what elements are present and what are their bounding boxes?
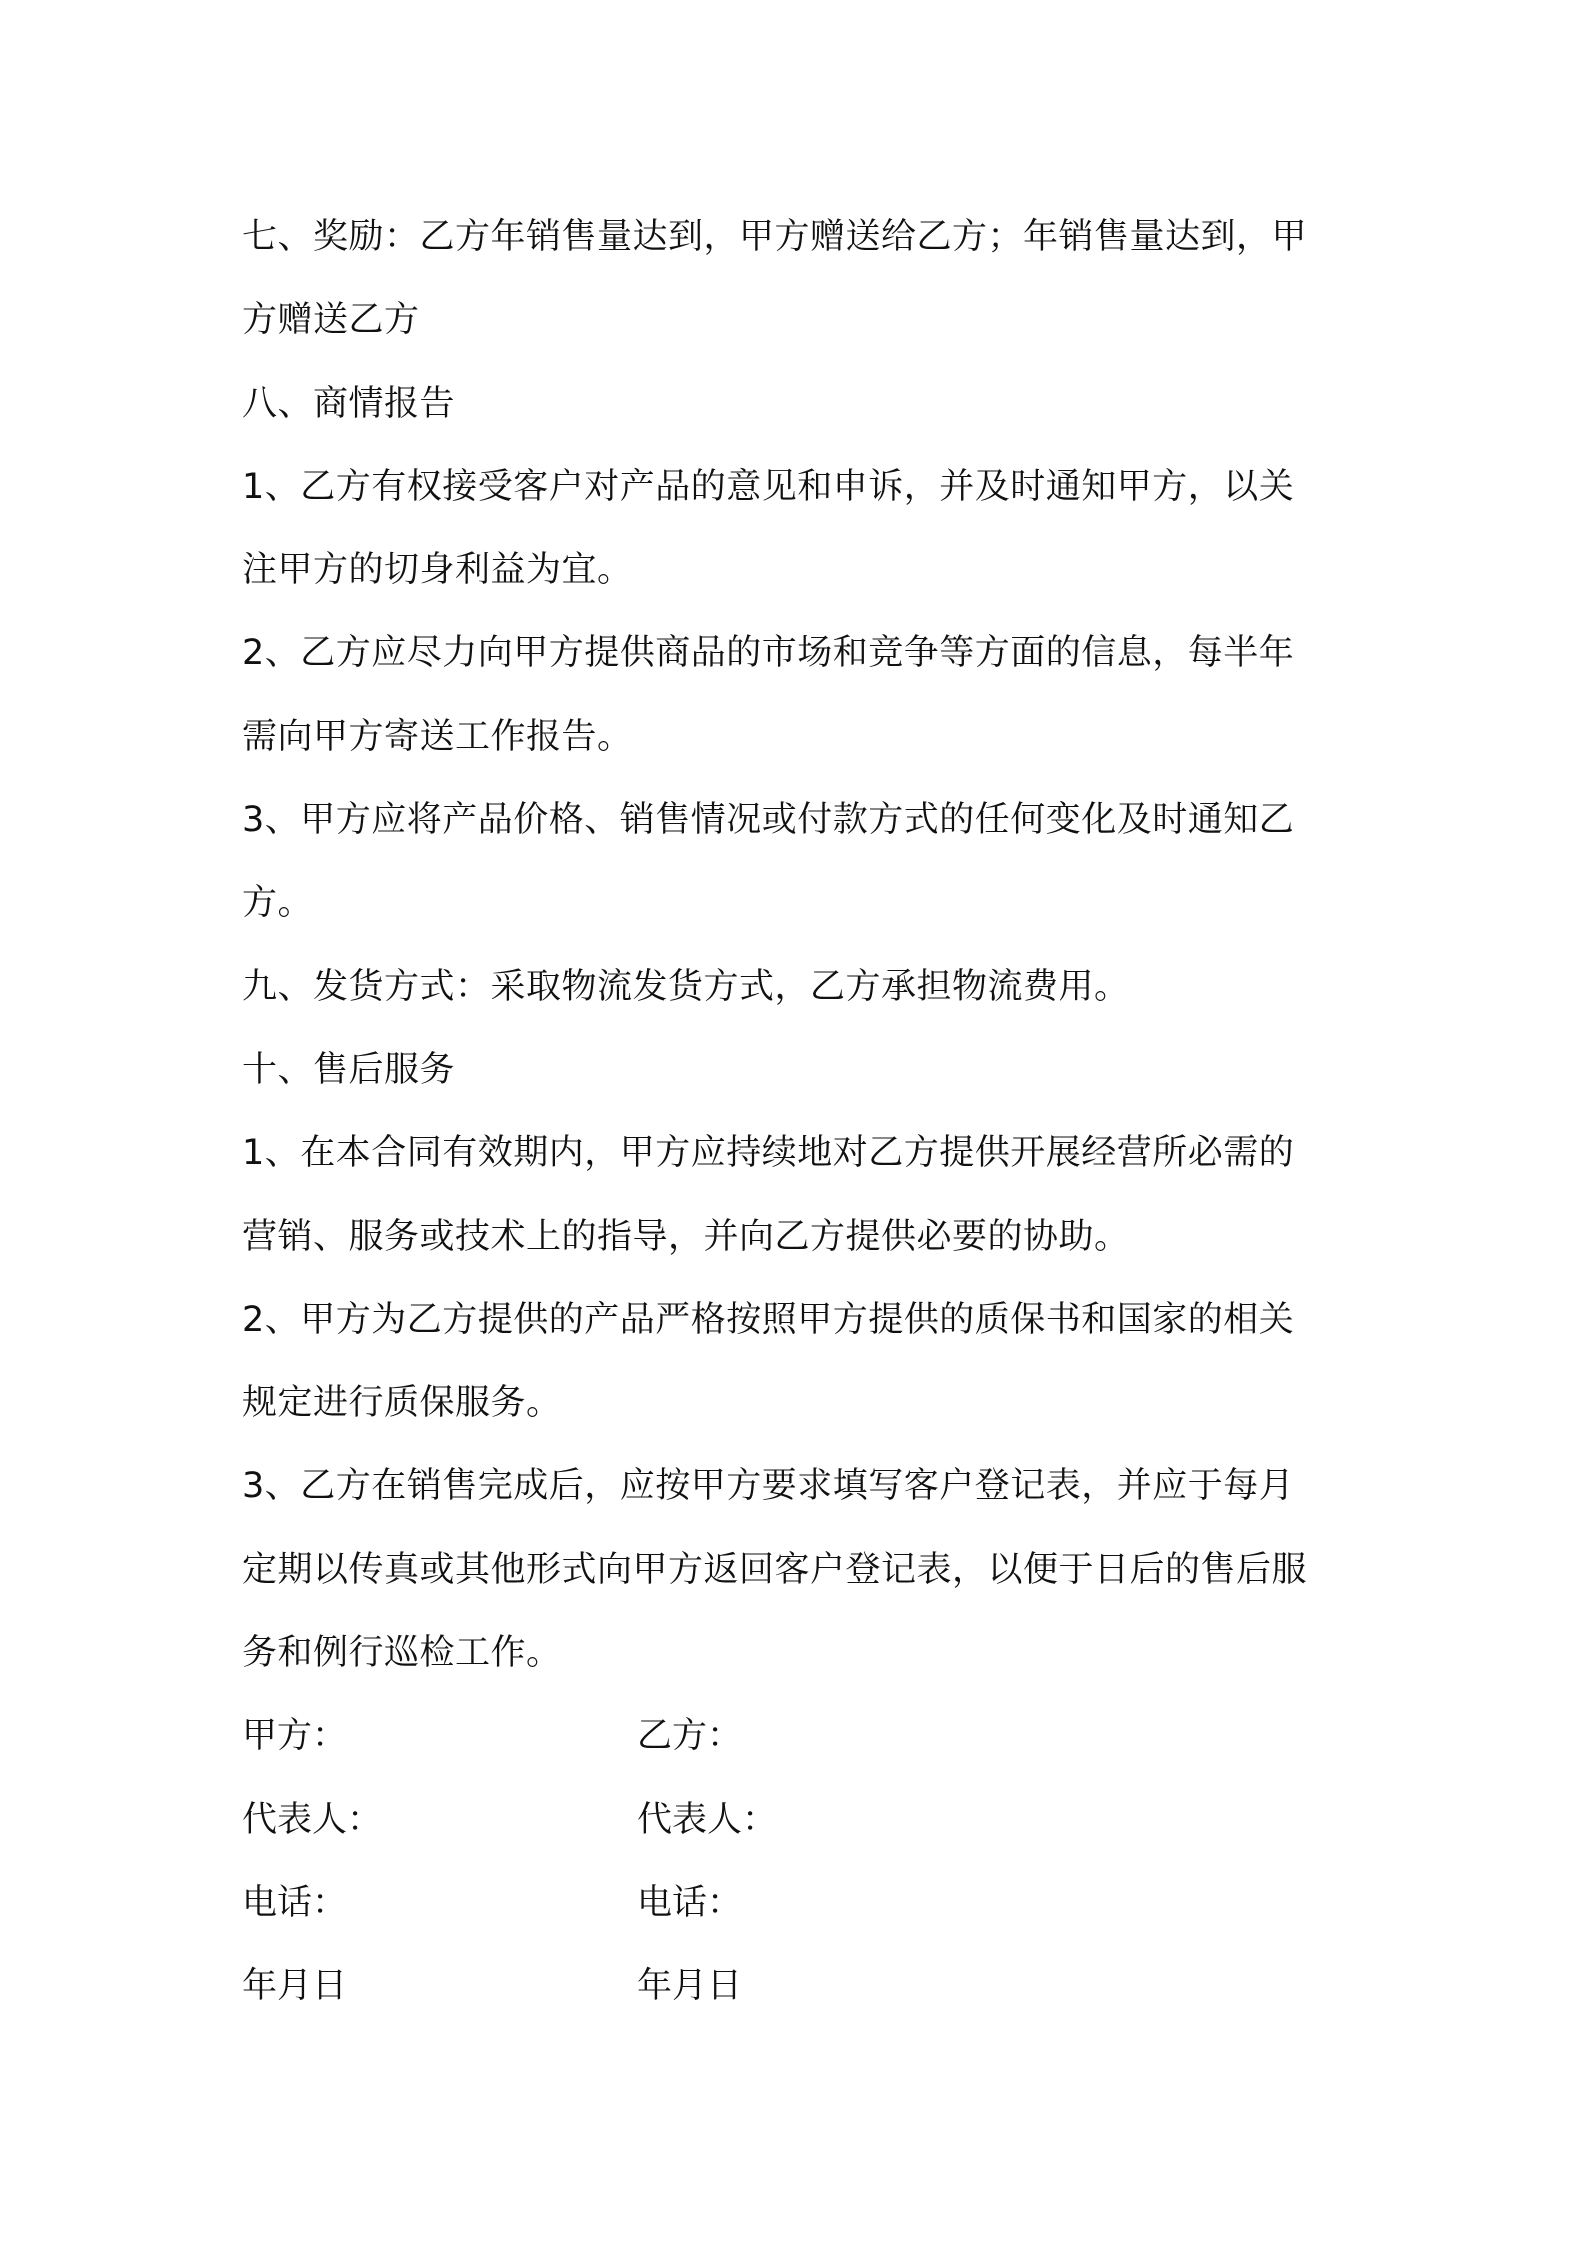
signature-row-representative (242, 1779, 1362, 1862)
signature-row-date (242, 1945, 1362, 2028)
text-line: 务和例行巡检工作。 (242, 1633, 562, 1674)
party-b-label: 乙方： (637, 1716, 743, 1757)
party-a-phone-label: 电话： (242, 1882, 348, 1923)
text-line: 1、乙方有权接受客户对产品的意见和申诉，并及时通知甲方，以关 (242, 466, 1295, 507)
text-line: 规定进行质保服务。 (242, 1383, 562, 1424)
text-line: 营销、服务或技术上的指导，并向乙方提供必要的协助。 (242, 1216, 1130, 1257)
text-line: 定期以传真或其他形式向甲方返回客户登记表，以便于日后的售后服 (242, 1549, 1308, 1590)
text-line: 方赠送乙方 (242, 300, 420, 341)
text-line: 3、甲方应将产品价格、销售情况或付款方式的任何变化及时通知乙 (242, 800, 1295, 841)
text-line: 七、奖励：乙方年销售量达到，甲方赠送给乙方；年销售量达到，甲 (242, 217, 1308, 257)
text-line: 1、在本合同有效期内，甲方应持续地对乙方提供开展经营所必需的 (242, 1133, 1295, 1174)
section-heading: 九、发货方式：采取物流发货方式，乙方承担物流费用。 (242, 966, 1130, 1007)
text-line: 2、甲方为乙方提供的产品严格按照甲方提供的质保书和国家的相关 (242, 1299, 1295, 1340)
party-b-date-label: 年月日 (637, 1966, 743, 2007)
section-heading: 八、商情报告 (242, 383, 456, 424)
text-line: 方。 (242, 883, 314, 924)
document-body (242, 196, 1362, 2029)
party-b-representative-label: 代表人： (637, 1799, 778, 1840)
text-line: 需向甲方寄送工作报告。 (242, 716, 633, 757)
party-a-label: 甲方： (242, 1716, 348, 1757)
text-line: 3、乙方在销售完成后，应按甲方要求填写客户登记表，并应于每月 (242, 1466, 1295, 1507)
party-b-phone-label: 电话： (637, 1882, 743, 1923)
party-a-representative-label: 代表人： (242, 1799, 383, 1840)
text-line: 注甲方的切身利益为宜。 (242, 550, 633, 591)
signature-row-phone (242, 1862, 1362, 1945)
party-a-date-label: 年月日 (242, 1966, 348, 2007)
section-heading: 十、售后服务 (242, 1049, 456, 1090)
text-line: 2、乙方应尽力向甲方提供商品的市场和竞争等方面的信息，每半年 (242, 633, 1295, 674)
signature-row-party (242, 1695, 1362, 1778)
